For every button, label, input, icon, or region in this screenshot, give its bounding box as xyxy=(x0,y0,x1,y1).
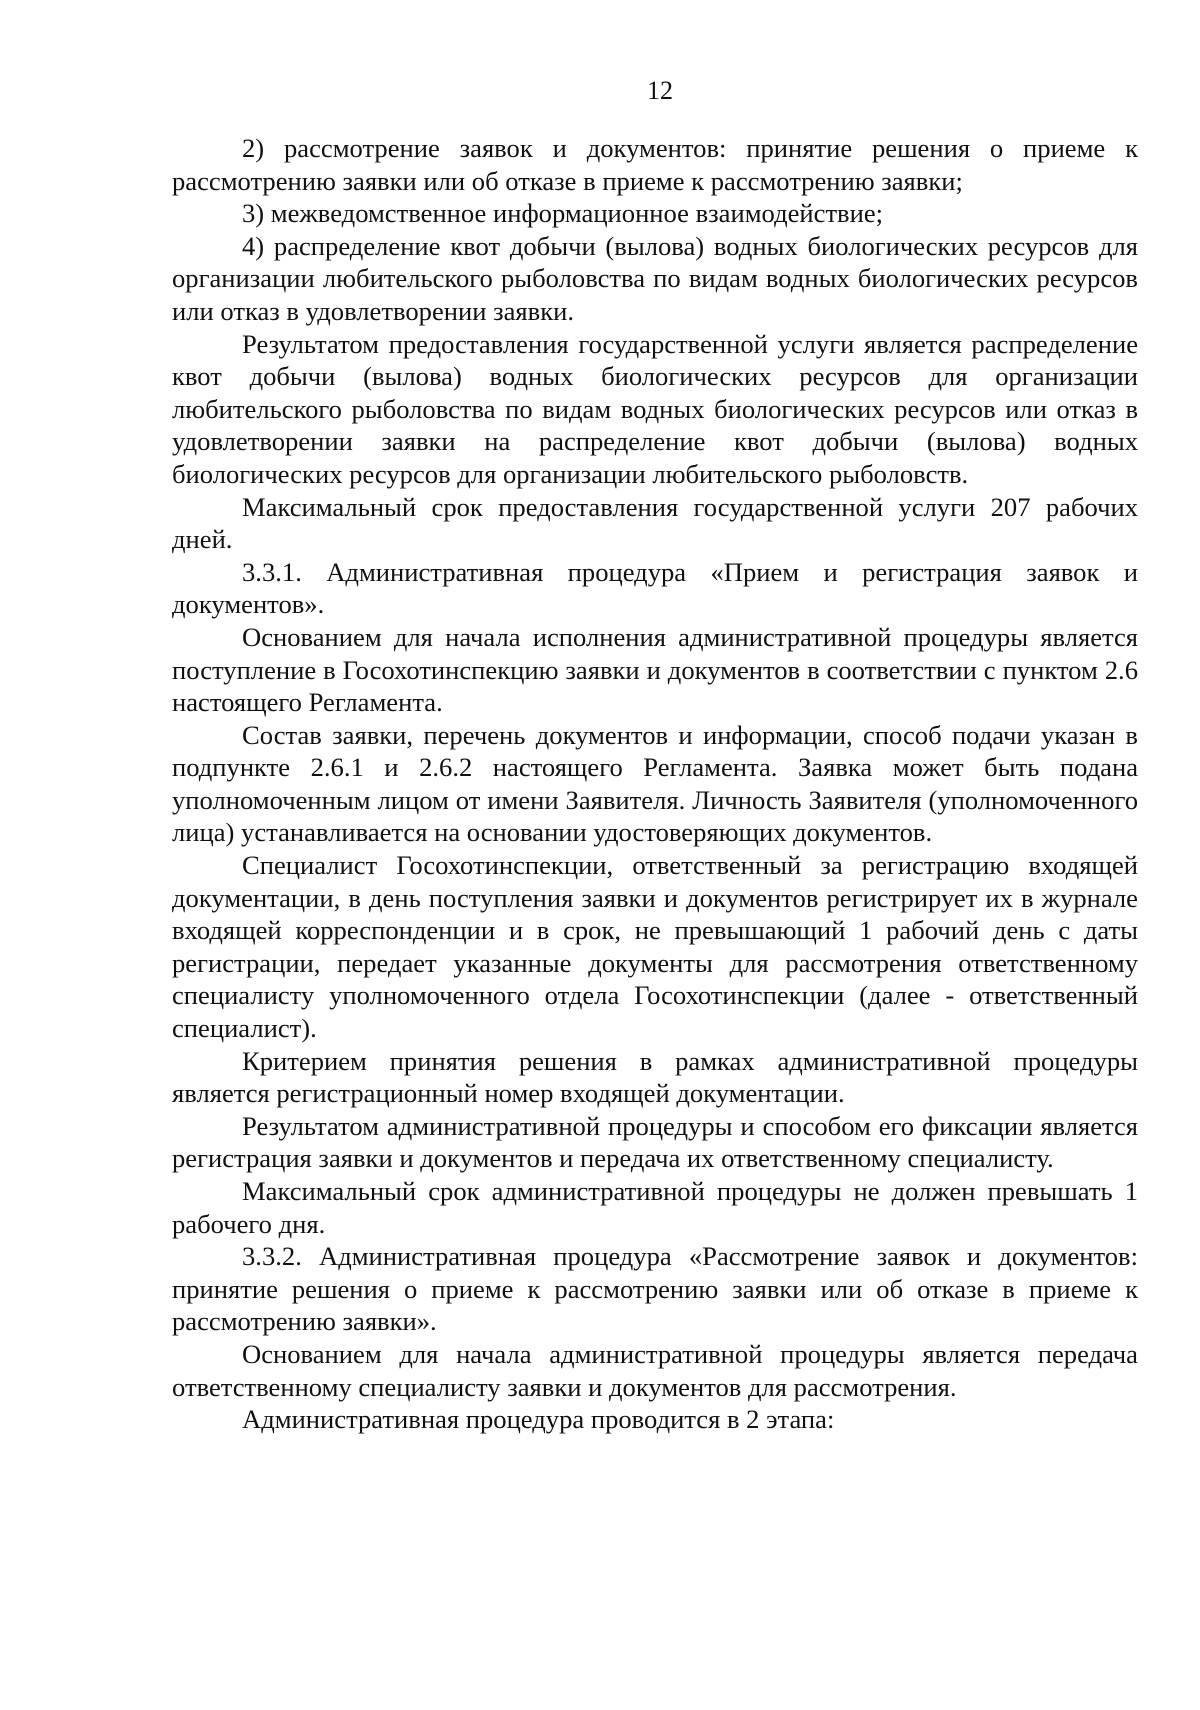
section-heading-3-3-2: 3.3.2. Административная процедура «Рассмотрение заявок и документов: принятие решения о приеме к рассмотрению заявки или об отказе в приеме к рассмотрению заявки». xyxy=(172,1241,1138,1337)
paragraph-max-term: Максимальный срок предоставления государственной услуги 207 рабочих дней. xyxy=(172,491,1138,555)
paragraph-item-3: 3) межведомственное информационное взаимодействие; xyxy=(242,198,884,229)
paragraph-procedure-term: Максимальный срок административной процедуры не должен превышать 1 рабочего дня. xyxy=(172,1176,1138,1239)
section-heading-3-3-1: 3.3.1. Административная процедура «Прием и регистрация заявок и документов». xyxy=(172,556,1138,620)
paragraph-item-4: 4) распределение квот добычи (вылова) водных биологических ресурсов для организации любительского рыболовства по видам водных биологических ресурсов или отказ в удовлетворении заявки. xyxy=(172,230,1138,326)
paragraph-item-2: 2) рассмотрение заявок и документов: принятие решения о приеме к рассмотрению заявки или об отказе в приеме к рассмотрению заявки; xyxy=(172,133,1138,196)
paragraph-stages: Административная процедура проводится в 2 этапа: xyxy=(242,1404,835,1435)
paragraph-basis-2: Основанием для начала административной процедуры является передача ответственному специалисту заявки и документов для рассмотрения. xyxy=(172,1338,1138,1402)
paragraph-composition: Состав заявки, перечень документов и информации, способ подачи указан в подпункте 2.6.1 и 2.6.2 настоящего Регламента. Заявка может быть подана уполномоченным лицом от имени Заявителя. Личность Заявителя (уполномоченного лица) устанавливается на основании удостоверяющих документов. xyxy=(172,719,1138,848)
paragraph-basis: Основанием для начала исполнения административной процедуры является поступление в Госохотинспекцию заявки и документов в соответствии с пунктом 2.6 настоящего Регламента. xyxy=(172,621,1138,718)
paragraph-result: Результатом предоставления государственной услуги является распределение квот добычи (вылова) водных биологических ресурсов для организации любительского рыболовства по видам водных биологических ресурсов или отказ в удовлетворении заявки на распределение квот добычи (вылова) водных биологических ресурсов для организации любительского рыболовств. xyxy=(172,328,1138,489)
document-body xyxy=(172,132,1138,1436)
paragraph-criterion: Критерием принятия решения в рамках административной процедуры является регистрационный номер входящей документации. xyxy=(172,1045,1138,1109)
paragraph-specialist: Специалист Госохотинспекции, ответственный за регистрацию входящей документации, в день поступления заявки и документов регистрирует их в журнале входящей корреспонденции и в срок, не превышающий 1 рабочий день с даты регистрации, передает указанные документы для рассмотрения ответственному специалисту уполномоченного отдела Госохотинспекции (далее - ответственный специалист). xyxy=(172,850,1138,1044)
paragraph-procedure-result: Результатом административной процедуры и способом его фиксации является регистрация заявки и документов и передача их ответственному специалисту. xyxy=(172,1110,1138,1174)
page-number: 12 xyxy=(647,76,673,105)
